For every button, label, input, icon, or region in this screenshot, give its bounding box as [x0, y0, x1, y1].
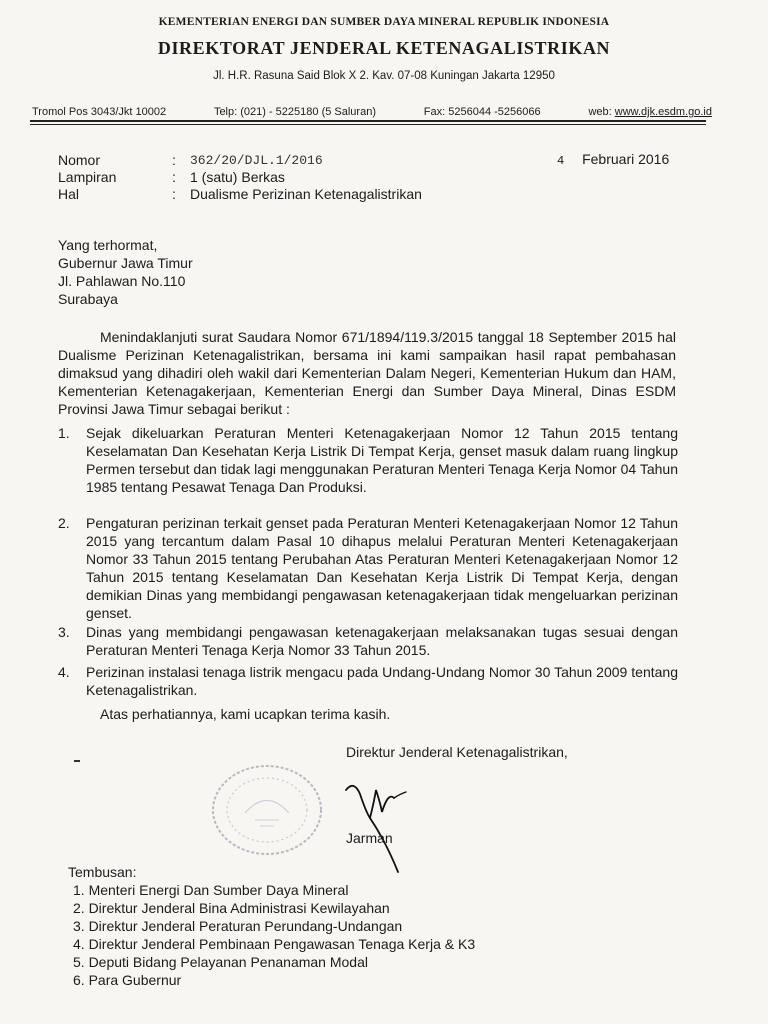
list-text: Perizinan instalasi tenaga listrik mengacu pada Undang-Undang Nomor 30 Tahun 2009 tentang Ketenagalistrikan.: [86, 664, 678, 698]
date-month-year: Februari 2016: [582, 151, 670, 167]
letterhead-rule-thin: [30, 124, 706, 125]
nomor-label: Nomor: [58, 152, 101, 168]
fax-number: Fax: 5256044 -5256066: [423, 106, 541, 118]
list-item: [58, 623, 678, 659]
directorate-name: DIREKTORAT JENDERAL KETENAGALISTRIKAN: [157, 38, 611, 58]
date-day: 4: [557, 154, 565, 168]
lampiran-value: 1 (satu) Berkas: [190, 169, 285, 185]
closing-line: Atas perhatiannya, kami ucapkan terima kasih.: [100, 706, 391, 722]
addressee-block: [58, 236, 193, 308]
margin-mark: [74, 760, 80, 762]
list-item: [58, 514, 678, 622]
copies-title: Tembusan:: [68, 864, 137, 880]
hal-value: Dualisme Perizinan Ketenagalistrikan: [190, 186, 422, 202]
hal-colon: :: [172, 186, 176, 202]
list-number: 2.: [58, 515, 70, 531]
list-number: 4.: [58, 664, 70, 680]
list-text: Pengaturan perizinan terkait genset pada Peraturan Menteri Ketenagakerjaan Nomor 12 Tahun 2015 yang tercantum dalam Pasal 10 dihapus melalui Peraturan Menteri Ketenagakerjaan Nomor 33 Tahun 2015 tentang Perubahan Atas Peraturan Menteri Ketenagakerjaan Nomor 12 Tahun 2015 tentang Keselamatan Dan Kesehatan Kerja Listrik Di Tempat Kerja, dengan demikian Dinas yang membidangi pengawasan ketenagakerjaan tidak mengeluarkan perizinan genset.: [86, 515, 678, 621]
website-link[interactable]: www.djk.esdm.go.id: [614, 106, 712, 118]
handwritten-signature-image: [340, 772, 440, 882]
list-text: Dinas yang membidangi pengawasan ketenagakerjaan melaksanakan tugas sesuai dengan Peraturan Menteri Tenaga Kerja Nomor 33 Tahun 2015.: [86, 624, 678, 658]
copies-list: [73, 881, 475, 989]
recipient-city: Surabaya: [58, 291, 118, 307]
list-text: Sejak dikeluarkan Peraturan Menteri Ketenagakerjaan Nomor 12 Tahun 2015 tentang Keselamatan Dan Kesehatan Kerja Listrik Di Tempat Kerja, genset masuk dalam ruang lingkup Permen tersebut dan tidak lagi menggunakan Peraturan Menteri Tenaga Kerja Nomor 04 Tahun 1985 tentang Pesawat Tenaga Dan Produksi.: [86, 425, 678, 495]
copy-recipient: 1. Menteri Energi Dan Sumber Daya Mineral: [73, 882, 349, 898]
copy-recipient: 2. Direktur Jenderal Bina Administrasi Kewilayahan: [73, 900, 390, 916]
list-item: [58, 424, 678, 496]
letter-date: [557, 151, 669, 168]
phone-number: Telp: (021) - 5225180 (5 Saluran): [213, 106, 376, 118]
salutation: Yang terhormat,: [58, 237, 158, 253]
recipient: Gubernur Jawa Timur: [58, 255, 193, 271]
website-label: web:: [588, 106, 612, 118]
office-address: Jl. H.R. Rasuna Said Blok X 2. Kav. 07-08 Kuningan Jakarta 12950: [213, 70, 555, 82]
intro-paragraph: Menindaklanjuti surat Saudara Nomor 671/1894/119.3/2015 tanggal 18 September 2015 hal Dualisme Perizinan Ketenagalistrikan, bersama ini kami sampaikan hasil rapat pembahasan dimaksud yang dihadiri oleh wakil dari Kementerian Dalam Negeri, Kementerian Hukum dan HAM, Kementerian Ketenagakerjaan, Kementerian Energi dan Sumber Daya Mineral, Dinas ESDM Provinsi Jawa Timur sebagai berikut :: [58, 329, 676, 417]
list-item: [58, 663, 678, 699]
ministry-name: KEMENTERIAN ENERGI DAN SUMBER DAYA MINERAL REPUBLIK INDONESIA: [158, 16, 610, 28]
po-box: Tromol Pos 3043/Jkt 10002: [32, 106, 167, 118]
list-number: 3.: [58, 624, 70, 640]
lampiran-colon: :: [172, 169, 176, 185]
hal-label: Hal: [58, 186, 80, 202]
copy-recipient: 3. Direktur Jenderal Peraturan Perundang-Undangan: [73, 918, 403, 934]
letterhead-rule-thick: [30, 120, 706, 122]
copy-recipient: 5. Deputi Bidang Pelayanan Penanaman Modal: [73, 954, 368, 970]
lampiran-label: Lampiran: [58, 169, 117, 185]
copy-recipient: 4. Direktur Jenderal Pembinaan Pengawasan Tenaga Kerja & K3: [73, 936, 476, 952]
signer-title: Direktur Jenderal Ketenagalistrikan,: [346, 744, 568, 760]
list-number: 1.: [58, 425, 70, 441]
signer-name: Jarman: [346, 830, 393, 846]
nomor-value: 362/20/DJL.1/2016: [190, 153, 323, 168]
copy-recipient: 6. Para Gubernur: [73, 972, 182, 988]
nomor-colon: :: [172, 152, 176, 168]
recipient-street: Jl. Pahlawan No.110: [58, 273, 186, 289]
contact-line: [32, 106, 712, 118]
official-stamp-image: [205, 758, 325, 858]
website: [588, 106, 712, 118]
